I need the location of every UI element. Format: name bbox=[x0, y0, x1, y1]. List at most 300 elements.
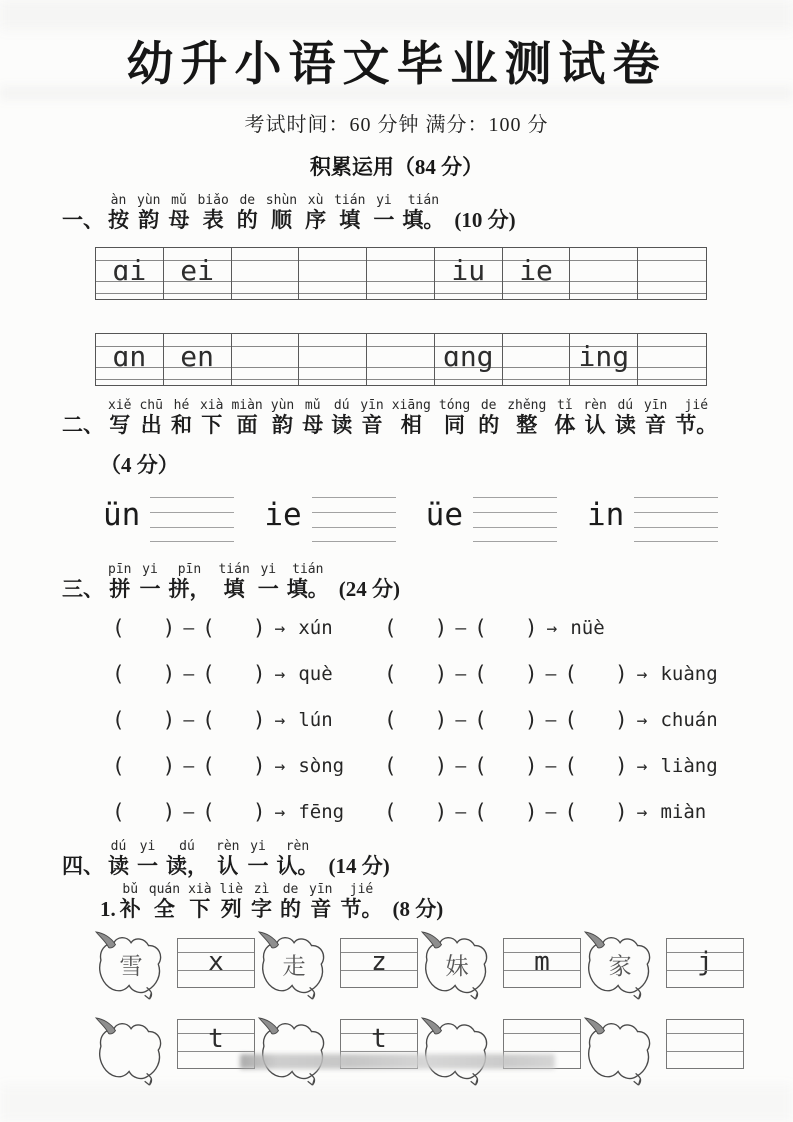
vowel-cell bbox=[570, 248, 638, 299]
pinyin-annotation: àn bbox=[110, 193, 127, 208]
chinese-char: 母 bbox=[168, 208, 190, 232]
arrow-icon: → bbox=[274, 801, 286, 823]
ruby-block bbox=[267, 398, 298, 437]
pinyin-annotation: pīn bbox=[108, 562, 132, 577]
apple-outline-icon bbox=[258, 1018, 334, 1088]
pinyin-annotation: de bbox=[480, 398, 497, 413]
chinese-char: 一 bbox=[139, 577, 161, 601]
pinyin-annotation: pīn bbox=[177, 562, 202, 577]
final-sound-item bbox=[426, 497, 557, 542]
chinese-char: 全 bbox=[153, 897, 175, 921]
apple-outline-icon bbox=[258, 932, 334, 1002]
chinese-char: 填。 bbox=[402, 208, 445, 232]
vowel-cell bbox=[96, 334, 164, 385]
pinyin-annotation: yùn bbox=[137, 193, 161, 208]
ruby-block bbox=[104, 562, 135, 601]
pinyin-annotation: xù bbox=[307, 193, 324, 208]
ruby-block bbox=[196, 398, 227, 437]
chinese-char: 音 bbox=[645, 413, 667, 437]
ruby-block bbox=[474, 398, 503, 437]
paren-open: ( bbox=[202, 754, 215, 778]
pinyin-annotation: miàn bbox=[231, 398, 263, 413]
arrow-icon: → bbox=[636, 663, 648, 685]
pinyin-annotation: zì bbox=[253, 882, 270, 897]
pinyin-annotation: tǐ bbox=[557, 398, 573, 413]
paren-open: ( bbox=[474, 754, 487, 778]
ruby-block bbox=[133, 839, 162, 878]
apple-character: 雪 bbox=[119, 953, 143, 980]
vowel-cell bbox=[367, 248, 435, 299]
vowel-cell bbox=[164, 248, 232, 299]
chinese-char: 和 bbox=[170, 413, 192, 437]
vowel-text: iu bbox=[451, 254, 486, 287]
spelling-right-group bbox=[384, 616, 605, 640]
spelling-left-group bbox=[112, 616, 384, 640]
ruby-block bbox=[337, 882, 387, 921]
exam-info: 考试时间：60 分钟 满分：100 分 bbox=[244, 114, 549, 136]
ruby-block bbox=[301, 193, 330, 232]
paren-open: ( bbox=[474, 708, 487, 732]
arrow-icon: → bbox=[546, 617, 558, 639]
apple-syllable-unit bbox=[584, 1016, 744, 1088]
score-label: (24 分) bbox=[338, 577, 401, 601]
ruby-block bbox=[104, 398, 135, 437]
apple-syllable-unit bbox=[421, 930, 581, 1002]
chinese-char: 相 bbox=[400, 413, 422, 437]
vowel-table-row2 bbox=[95, 333, 707, 386]
chinese-char: 的 bbox=[280, 897, 302, 921]
vowel-cell bbox=[299, 248, 367, 299]
four-line-answer-grid bbox=[634, 497, 718, 542]
chinese-char: 母 bbox=[302, 413, 324, 437]
ruby-block bbox=[162, 839, 212, 878]
chinese-char: 韵 bbox=[272, 413, 293, 437]
ruby-block bbox=[298, 398, 327, 437]
question-number: 1. bbox=[100, 897, 116, 921]
ruby-block bbox=[216, 882, 247, 921]
question-3-heading bbox=[62, 562, 400, 601]
vowel-cell bbox=[638, 334, 706, 385]
question-2-answer-row bbox=[103, 497, 748, 542]
pinyin-annotation: yīn bbox=[360, 398, 384, 413]
spelling-left-group bbox=[112, 800, 384, 824]
paren-close: ) bbox=[252, 616, 266, 640]
paren-close: ) bbox=[434, 616, 448, 640]
ruby-block bbox=[254, 562, 283, 601]
pinyin-annotation: mǔ bbox=[171, 193, 187, 208]
ruby-block bbox=[104, 193, 133, 232]
question-2-heading bbox=[62, 398, 721, 437]
initial-letter: x bbox=[208, 947, 224, 977]
pinyin-annotation: xià bbox=[188, 882, 212, 897]
pinyin-annotation: yi bbox=[260, 562, 277, 577]
pinyin-annotation: tóng bbox=[438, 398, 471, 413]
spelling-right-group bbox=[384, 800, 706, 824]
dash-separator: — bbox=[545, 801, 557, 823]
four-line-answer-grid bbox=[150, 497, 234, 542]
initial-letter: z bbox=[371, 947, 387, 977]
chinese-char: 音 bbox=[361, 413, 383, 437]
chinese-char: 读 bbox=[108, 854, 129, 878]
ruby-block bbox=[283, 562, 333, 601]
vowel-text: ɑng bbox=[442, 340, 494, 373]
apple-syllable-unit bbox=[258, 930, 418, 1002]
pinyin-annotation: dú bbox=[617, 398, 634, 413]
pinyin-annotation: yi bbox=[139, 839, 156, 854]
vowel-cell bbox=[232, 248, 300, 299]
dash-separator: — bbox=[183, 663, 195, 685]
paren-close: ) bbox=[524, 708, 538, 732]
pinyin-annotation: jié bbox=[684, 398, 709, 413]
paren-close: ) bbox=[162, 800, 176, 824]
paren-open: ( bbox=[202, 708, 215, 732]
scan-artifact bbox=[0, 1085, 793, 1122]
vowel-cell bbox=[435, 248, 503, 299]
syllable-word: liàng bbox=[660, 755, 718, 777]
pinyin-annotation: xiě bbox=[108, 398, 132, 413]
dash-separator: — bbox=[455, 801, 467, 823]
paper-title: 幼升小语文毕业测试卷 bbox=[126, 39, 667, 91]
chinese-char: 整 bbox=[516, 413, 538, 437]
final-sound-item bbox=[264, 497, 395, 542]
chinese-char: 体 bbox=[554, 413, 576, 437]
question-4-sub1-heading bbox=[100, 882, 443, 921]
four-line-letter-grid bbox=[666, 1019, 744, 1069]
ruby-block bbox=[167, 398, 196, 437]
pinyin-annotation: quán bbox=[148, 882, 181, 897]
spelling-row bbox=[112, 743, 718, 789]
apple-syllable-row-2-cutoff bbox=[95, 1016, 775, 1054]
pinyin-annotation: yi bbox=[376, 193, 392, 208]
chinese-char: 按 bbox=[108, 208, 129, 232]
pinyin-annotation: yīn bbox=[643, 398, 668, 413]
paren-open: ( bbox=[384, 662, 397, 686]
apple-outline-icon bbox=[421, 1018, 497, 1088]
final-sound-label: in bbox=[586, 497, 625, 533]
apple-outline-icon bbox=[95, 932, 171, 1002]
paren-open: ( bbox=[474, 662, 487, 686]
paren-open: ( bbox=[564, 754, 577, 778]
arrow-icon: → bbox=[636, 801, 648, 823]
ruby-block bbox=[327, 398, 356, 437]
vowel-cell bbox=[96, 248, 164, 299]
paren-open: ( bbox=[112, 800, 125, 824]
four-line-letter-grid bbox=[177, 938, 255, 988]
ruby-block bbox=[243, 839, 272, 878]
ruby-block bbox=[435, 398, 474, 437]
ruby-block bbox=[356, 398, 387, 437]
chinese-char: 读 bbox=[614, 413, 636, 437]
syllable-word: fēng bbox=[298, 801, 345, 823]
arrow-icon: → bbox=[636, 709, 648, 731]
dash-separator: — bbox=[183, 617, 195, 639]
vowel-cell bbox=[503, 248, 571, 299]
vowel-text: ei bbox=[180, 254, 215, 287]
chinese-char: 一 bbox=[247, 854, 269, 878]
pinyin-annotation: shùn bbox=[265, 193, 298, 208]
chinese-char: 一 bbox=[137, 854, 158, 878]
paren-open: ( bbox=[384, 616, 397, 640]
question-number: 一、 bbox=[62, 208, 104, 232]
pinyin-annotation: dú bbox=[179, 839, 195, 854]
paren-open: ( bbox=[564, 800, 577, 824]
chinese-char: 列 bbox=[220, 897, 242, 921]
final-sound-label: ün bbox=[103, 497, 141, 533]
ruby-block bbox=[388, 398, 435, 437]
ruby-block bbox=[398, 193, 448, 232]
arrow-icon: → bbox=[274, 617, 286, 639]
pinyin-annotation: dú bbox=[333, 398, 350, 413]
vowel-text: en bbox=[180, 340, 215, 373]
pinyin-annotation: tián bbox=[334, 193, 366, 208]
paren-close: ) bbox=[434, 754, 448, 778]
spelling-row bbox=[112, 789, 718, 835]
ruby-block bbox=[164, 193, 193, 232]
spelling-row bbox=[112, 605, 718, 651]
pinyin-annotation: de bbox=[282, 882, 299, 897]
paren-close: ) bbox=[614, 708, 628, 732]
apple-syllable-unit bbox=[95, 930, 255, 1002]
vowel-cell bbox=[638, 248, 706, 299]
vowel-cell bbox=[435, 334, 503, 385]
apple-outline-icon bbox=[584, 932, 660, 1002]
chinese-char: 填 bbox=[339, 208, 361, 232]
initial-letter: t bbox=[371, 1024, 387, 1054]
paren-open: ( bbox=[474, 616, 487, 640]
dash-separator: — bbox=[455, 617, 467, 639]
ruby-block bbox=[233, 193, 262, 232]
pinyin-annotation: bǔ bbox=[122, 882, 139, 897]
paren-close: ) bbox=[162, 708, 176, 732]
spelling-row bbox=[112, 697, 718, 743]
pinyin-annotation: hé bbox=[173, 398, 190, 413]
chinese-char: 写 bbox=[109, 413, 131, 437]
vowel-cell bbox=[299, 334, 367, 385]
scan-artifact bbox=[0, 0, 793, 30]
ruby-block bbox=[330, 193, 369, 232]
dash-separator: — bbox=[183, 801, 195, 823]
final-sound-label: üe bbox=[425, 497, 463, 533]
apple-outline-icon bbox=[95, 1018, 171, 1088]
ruby-block bbox=[145, 882, 184, 921]
spelling-right-group bbox=[384, 662, 718, 686]
apple-outline-icon bbox=[421, 932, 497, 1002]
ruby-block bbox=[503, 398, 550, 437]
paren-close: ) bbox=[434, 800, 448, 824]
vowel-cell bbox=[232, 334, 300, 385]
ruby-block bbox=[212, 839, 243, 878]
paren-open: ( bbox=[112, 754, 125, 778]
pinyin-annotation: zhěng bbox=[507, 398, 547, 413]
dash-separator: — bbox=[183, 709, 195, 731]
vowel-text: ɑn bbox=[112, 340, 147, 373]
pinyin-annotation: yi bbox=[250, 839, 266, 854]
score-label: (10 分) bbox=[454, 208, 516, 232]
paren-open: ( bbox=[564, 662, 577, 686]
chinese-char: 同 bbox=[444, 413, 466, 437]
pinyin-annotation: tián bbox=[218, 562, 250, 577]
paren-close: ) bbox=[524, 800, 538, 824]
final-sound-label: ie bbox=[264, 497, 302, 533]
paren-open: ( bbox=[112, 708, 125, 732]
chinese-char: 的 bbox=[478, 413, 500, 437]
paren-close: ) bbox=[252, 800, 266, 824]
paren-close: ) bbox=[614, 754, 628, 778]
paren-close: ) bbox=[162, 754, 176, 778]
syllable-word: chuán bbox=[660, 709, 718, 731]
paren-close: ) bbox=[162, 662, 176, 686]
spelling-left-group bbox=[112, 662, 384, 686]
paren-close: ) bbox=[162, 616, 176, 640]
ruby-block bbox=[247, 882, 276, 921]
dash-separator: — bbox=[545, 755, 557, 777]
ruby-block bbox=[262, 193, 301, 232]
ruby-block bbox=[184, 882, 215, 921]
syllable-word: què bbox=[298, 663, 333, 685]
arrow-icon: → bbox=[274, 663, 286, 685]
apple-character: 妹 bbox=[445, 953, 469, 980]
arrow-icon: → bbox=[274, 755, 286, 777]
dash-separator: — bbox=[545, 663, 557, 685]
paren-close: ) bbox=[434, 662, 448, 686]
chinese-char: 认 bbox=[584, 413, 606, 437]
spelling-row bbox=[112, 651, 718, 697]
vowel-text: ie bbox=[519, 254, 553, 287]
four-line-letter-grid bbox=[666, 938, 744, 988]
arrow-icon: → bbox=[636, 755, 648, 777]
spelling-left-group bbox=[112, 754, 384, 778]
chinese-char: 顺 bbox=[270, 208, 292, 232]
apple-syllable-unit bbox=[421, 1016, 581, 1088]
paren-close: ) bbox=[524, 754, 538, 778]
pinyin-annotation: chū bbox=[139, 398, 163, 413]
chinese-char: 一 bbox=[257, 577, 279, 601]
chinese-char: 拼， bbox=[168, 577, 211, 601]
question-1-heading bbox=[62, 193, 516, 232]
ruby-block bbox=[640, 398, 671, 437]
chinese-char: 认 bbox=[217, 854, 239, 878]
syllable-word: miàn bbox=[660, 801, 707, 823]
question-2-score: （4 分） bbox=[100, 453, 179, 477]
pinyin-annotation: xià bbox=[199, 398, 224, 413]
final-sound-item bbox=[103, 497, 234, 542]
ruby-block bbox=[276, 882, 305, 921]
chinese-char: 表 bbox=[202, 208, 224, 232]
ruby-block bbox=[611, 398, 640, 437]
score-label: (14 分) bbox=[328, 854, 390, 878]
question-number: 三、 bbox=[62, 577, 104, 601]
vowel-text: ing bbox=[578, 340, 630, 373]
spelling-left-group bbox=[112, 708, 384, 732]
ruby-block bbox=[550, 398, 579, 437]
ruby-block bbox=[116, 882, 145, 921]
apple-syllable-unit bbox=[258, 1016, 418, 1088]
paren-close: ) bbox=[252, 662, 266, 686]
vowel-text: ɑi bbox=[112, 254, 147, 287]
chinese-char: 认。 bbox=[276, 854, 319, 878]
paren-close: ) bbox=[614, 662, 628, 686]
syllable-word: nüè bbox=[570, 617, 605, 639]
chinese-char: 补 bbox=[119, 897, 141, 921]
ruby-block bbox=[135, 398, 166, 437]
chinese-char: 读， bbox=[166, 854, 208, 878]
chinese-char: 下 bbox=[189, 897, 211, 921]
final-sound-item bbox=[587, 497, 718, 542]
chinese-char: 出 bbox=[140, 413, 162, 437]
paren-close: ) bbox=[524, 662, 538, 686]
dash-separator: — bbox=[183, 755, 195, 777]
paren-close: ) bbox=[252, 754, 266, 778]
paren-open: ( bbox=[384, 754, 397, 778]
paren-open: ( bbox=[474, 800, 487, 824]
vowel-cell bbox=[367, 334, 435, 385]
apple-outline-icon bbox=[584, 1018, 660, 1088]
apple-syllable-unit bbox=[584, 930, 744, 1002]
syllable-word: lún bbox=[298, 709, 333, 731]
dash-separator: — bbox=[455, 709, 467, 731]
pinyin-annotation: rèn bbox=[216, 839, 240, 854]
paren-open: ( bbox=[202, 662, 215, 686]
chinese-char: 的 bbox=[236, 208, 258, 232]
dash-separator: — bbox=[455, 755, 467, 777]
ruby-block bbox=[214, 562, 253, 601]
spelling-right-group bbox=[384, 708, 718, 732]
paren-open: ( bbox=[384, 800, 397, 824]
chinese-char: 填。 bbox=[286, 577, 329, 601]
syllable-word: sòng bbox=[298, 755, 345, 777]
question-number: 二、 bbox=[62, 413, 104, 437]
pinyin-annotation: liè bbox=[219, 882, 244, 897]
pinyin-annotation: de bbox=[239, 193, 256, 208]
paren-close: ) bbox=[434, 708, 448, 732]
four-line-answer-grid bbox=[473, 497, 557, 542]
four-line-letter-grid bbox=[340, 938, 418, 988]
pinyin-annotation: rèn bbox=[583, 398, 607, 413]
blurred-watermark bbox=[240, 1054, 555, 1069]
dash-separator: — bbox=[455, 663, 467, 685]
chinese-char: 填 bbox=[223, 577, 245, 601]
ruby-block bbox=[193, 193, 232, 232]
vowel-cell bbox=[570, 334, 638, 385]
paren-open: ( bbox=[112, 616, 125, 640]
four-line-letter-grid bbox=[503, 938, 581, 988]
pinyin-annotation: yi bbox=[142, 562, 158, 577]
pinyin-annotation: rèn bbox=[285, 839, 310, 854]
pinyin-annotation: tián bbox=[407, 193, 440, 208]
vowel-table-row1 bbox=[95, 247, 707, 300]
initial-letter: j bbox=[697, 947, 713, 977]
section-heading: 积累运用（84 分） bbox=[309, 155, 484, 179]
paren-open: ( bbox=[112, 662, 125, 686]
chinese-char: 拼 bbox=[109, 577, 131, 601]
chinese-char: 下 bbox=[201, 413, 223, 437]
paren-open: ( bbox=[564, 708, 577, 732]
apple-syllable-row-1 bbox=[95, 930, 775, 1008]
four-line-answer-grid bbox=[312, 497, 396, 542]
syllable-word: kuàng bbox=[660, 663, 718, 685]
ruby-block bbox=[305, 882, 336, 921]
spelling-right-group bbox=[384, 754, 718, 778]
apple-character: 家 bbox=[608, 953, 632, 980]
ruby-block bbox=[104, 839, 133, 878]
paren-open: ( bbox=[202, 616, 215, 640]
ruby-block bbox=[227, 398, 266, 437]
question-3-rows bbox=[112, 605, 718, 835]
pinyin-annotation: biǎo bbox=[197, 193, 229, 208]
pinyin-annotation: mǔ bbox=[304, 398, 321, 413]
pinyin-annotation: yīn bbox=[309, 882, 333, 897]
paren-close: ) bbox=[614, 800, 628, 824]
